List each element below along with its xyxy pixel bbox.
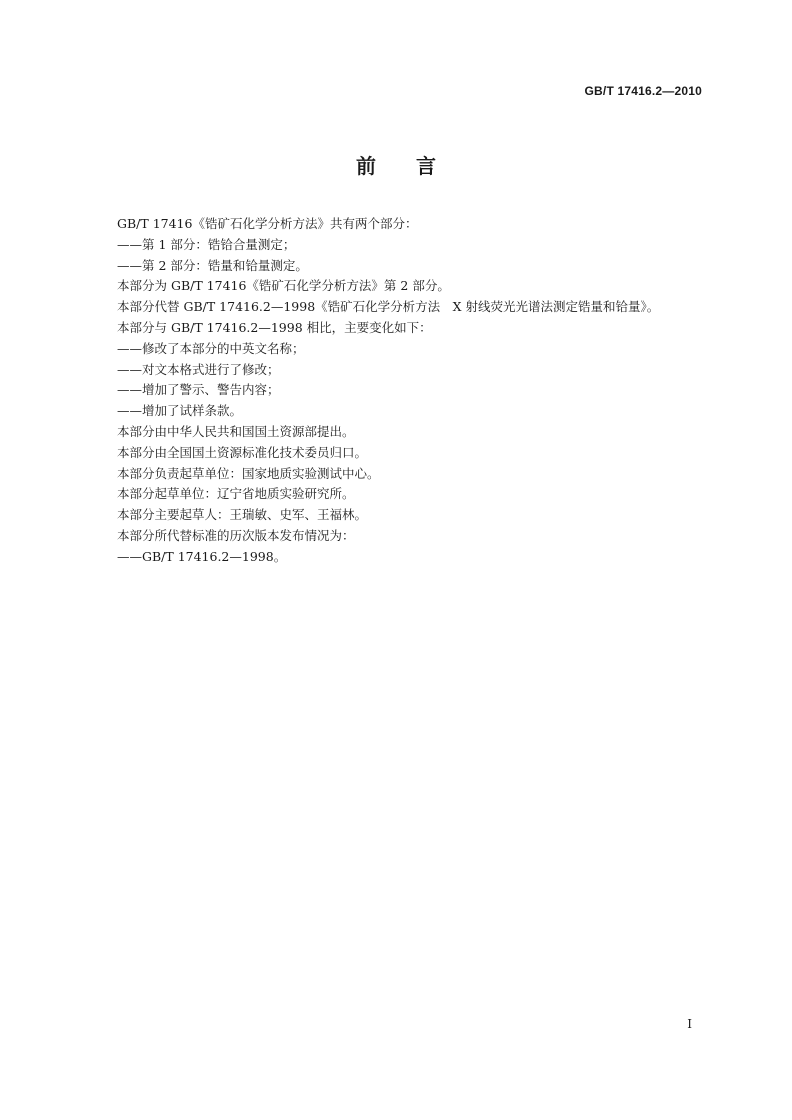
- preface-line: ——GB/T 17416.2—1998。: [117, 548, 287, 564]
- preface-line: 本部分所代替标准的历次版本发布情况为：: [117, 527, 355, 543]
- preface-line: 本部分负责起草单位：国家地质实验测试中心。: [117, 465, 380, 481]
- preface-line: ——增加了试样条款。: [117, 403, 243, 419]
- preface-line: 本部分由中华人民共和国国土资源部提出。: [117, 423, 355, 439]
- preface-line: 本部分与 GB/T 17416.2—1998 相比，主要变化如下：: [117, 319, 432, 335]
- preface-line: ——第 1 部分：锆铪合量测定；: [117, 236, 296, 252]
- preface-line: GB/T 17416《锆矿石化学分析方法》共有两个部分：: [117, 216, 418, 231]
- standard-code: GB/T 17416.2—2010: [584, 84, 702, 98]
- preface-line: ——修改了本部分的中英文名称；: [117, 340, 305, 356]
- page-number: I: [687, 1017, 692, 1031]
- preface-line: ——增加了警示、警告内容；: [117, 382, 280, 398]
- page-title: 前言: [356, 154, 476, 178]
- preface-line: 本部分起草单位：辽宁省地质实验研究所。: [117, 486, 355, 502]
- preface-line: 本部分为 GB/T 17416《锆矿石化学分析方法》第 2 部分。: [117, 278, 450, 294]
- preface-line: 本部分主要起草人：王瑞敏、史军、王福林。: [117, 507, 368, 523]
- preface-line: ——第 2 部分：锆量和铪量测定。: [117, 257, 308, 273]
- preface-body: [117, 214, 717, 568]
- preface-line: 本部分由全国国土资源标准化技术委员归口。: [117, 444, 368, 460]
- preface-line: 本部分代替 GB/T 17416.2—1998《锆矿石化学分析方法 X 射线荧光光谱法测定锆量和铪量》。: [117, 299, 660, 315]
- preface-line: ——对文本格式进行了修改；: [117, 361, 280, 377]
